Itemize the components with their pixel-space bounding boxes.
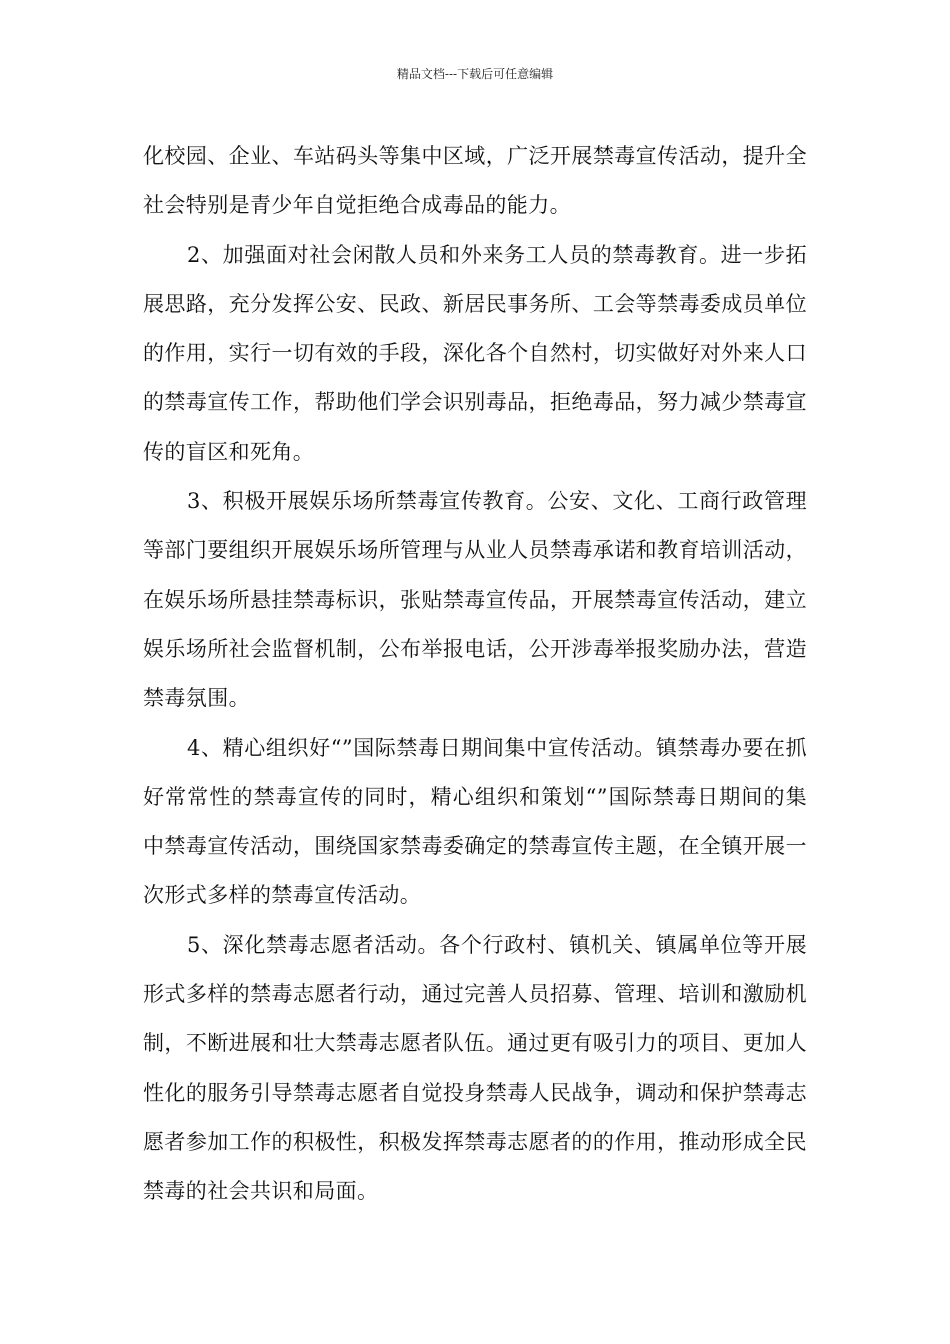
paragraph-item-2: 2、加强面对社会闲散人员和外来务工人员的禁毒教育。进一步拓展思路，充分发挥公安、民政、新居民事务所、工会等禁毒委成员单位的作用，实行一切有效的手段，深化各个自然村，切实做好对外来人口的禁毒宣传工作，帮助他们学会识别毒品，拒绝毒品，努力减少禁毒宣传的盲区和死角。 <box>143 242 807 464</box>
paragraph-item-5: 5、深化禁毒志愿者活动。各个行政村、镇机关、镇属单位等开展形式多样的禁毒志愿者行动，通过完善人员招募、管理、培训和激励机制，不断进展和壮大禁毒志愿者队伍。通过更有吸引力的项目、更加人性化的服务引导禁毒志愿者自觉投身禁毒人民战争，调动和保护禁毒志愿者参加工作的积极性，积极发挥禁毒志愿者的的作用，推动形成全民禁毒的社会共识和局面。 <box>143 932 807 1204</box>
document-body <box>143 132 807 1217</box>
paragraph-item-3: 3、积极开展娱乐场所禁毒宣传教育。公安、文化、工商行政管理等部门要组织开展娱乐场所管理与从业人员禁毒承诺和教育培训活动，在娱乐场所悬挂禁毒标识，张贴禁毒宣传品，开展禁毒宣传活动，建立娱乐场所社会监督机制，公布举报电话，公开涉毒举报奖励办法，营造禁毒氛围。 <box>143 489 807 711</box>
paragraph-continuation: 化校园、企业、车站码头等集中区域，广泛开展禁毒宣传活动，提升全社会特别是青少年自觉拒绝合成毒品的能力。 <box>143 144 807 218</box>
paragraph-item-4: 4、精心组织好“”国际禁毒日期间集中宣传活动。镇禁毒办要在抓好常常性的禁毒宣传的同时，精心组织和策划“”国际禁毒日期间的集中禁毒宣传活动，围绕国家禁毒委确定的禁毒宣传主题，在全镇开展一次形式多样的禁毒宣传活动。 <box>143 735 807 908</box>
page-header: 精品文档---下载后可任意编辑 <box>396 67 554 81</box>
